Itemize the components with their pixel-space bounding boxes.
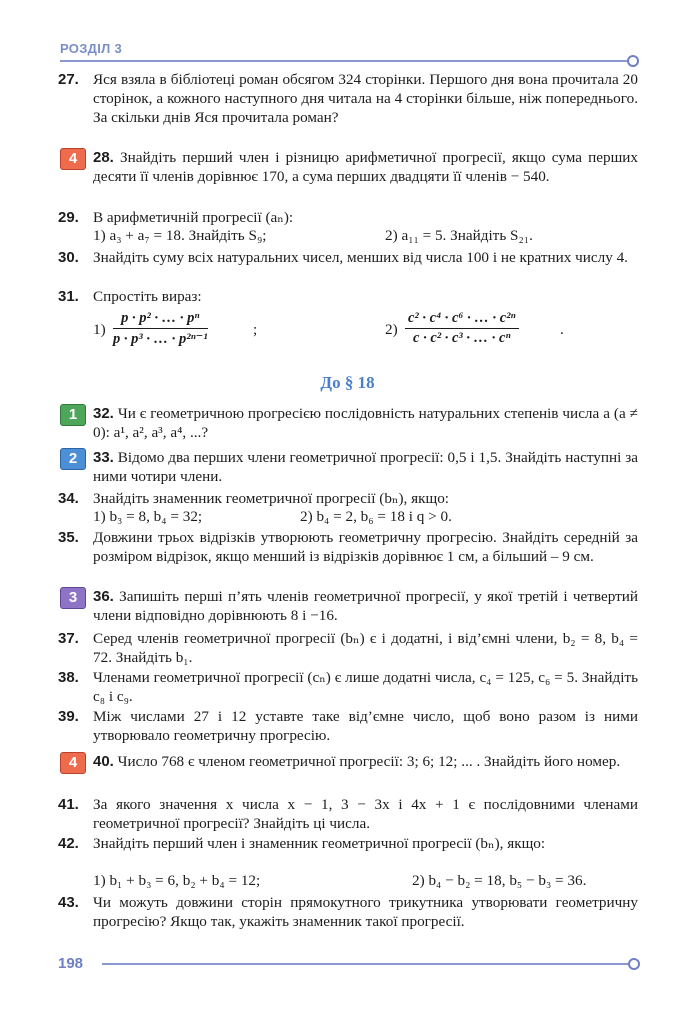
problem-number: 27. xyxy=(58,71,79,88)
problem-31-part-2-tail: . xyxy=(560,321,564,338)
problem-34-part-2: 2) b₄ = 2, b₆ = 18 і q > 0. xyxy=(300,508,452,525)
problem-29-text: В арифметичній прогресії (aₙ): xyxy=(93,209,294,226)
problem-number: 41. xyxy=(58,796,79,813)
fraction-2-numerator: c² · c⁴ · c⁶ · … · c²ⁿ xyxy=(405,310,519,329)
problem-27-text: Яся взяла в бібліотеці роман обсягом 324 сторінки. Першого дня вона прочитала 20 сторінок, а кожного наступного дня читала на 4 сторінки більше, ніж попереднього. За скільки днів Яся прочитала роман? xyxy=(93,71,638,126)
problem-number: 37. xyxy=(58,630,79,647)
problem-31-part-2-label: 2) xyxy=(385,321,398,338)
difficulty-4-icon: 4 xyxy=(60,148,86,170)
difficulty-4-icon: 4 xyxy=(60,752,86,774)
fraction-1 xyxy=(113,310,208,348)
problem-38-text: Членами геометричної прогресії (cₙ) є лише додатні числа, c₄ = 125, c₆ = 5. Знайдіть c₈ і c₉. xyxy=(93,669,638,705)
problem-40-text: Число 768 є членом геометричної прогресії: 3; 6; 12; ... . Знайдіть його номер. xyxy=(117,753,621,770)
header-rule xyxy=(60,60,628,62)
problem-29-part-2: 2) a₁₁ = 5. Знайдіть S₂₁. xyxy=(385,227,533,244)
problem-41-text: За якого значення x числа x − 1, 3 − 3x і 4x + 1 є послідовними членами геометричної прогресії? Знайдіть ці числа. xyxy=(93,796,638,832)
difficulty-3-icon: 3 xyxy=(60,587,86,609)
section-title: До § 18 xyxy=(320,373,375,392)
problem-number: 28. xyxy=(93,149,114,166)
problem-28-text: Знайдіть перший член і різницю арифметичної прогресії, якщо сума перших десяти її членів дорівнює 170, а сума перших двадцяти її членів − 540. xyxy=(93,149,638,185)
problem-32-text: Чи є геометричною прогресією послідовність натуральних степенів числа a (a ≠ 0): a¹, a², a³, a⁴, ...? xyxy=(93,405,638,441)
footer-rule xyxy=(102,963,629,965)
problem-34-part-1: 1) b₃ = 8, b₄ = 32; xyxy=(93,508,203,525)
problem-number: 40. xyxy=(93,753,114,770)
problem-42-part-2: 2) b₄ − b₂ = 18, b₅ − b₃ = 36. xyxy=(412,872,587,889)
problem-28 xyxy=(93,148,638,186)
problem-31-part-1-label: 1) xyxy=(93,321,106,338)
problem-number: 30. xyxy=(58,249,79,266)
problem-number: 33. xyxy=(93,449,114,466)
page-number: 198 xyxy=(58,955,84,972)
difficulty-1-icon: 1 xyxy=(60,404,86,426)
problem-number: 32. xyxy=(93,405,114,422)
footer-rule-end-icon xyxy=(628,958,640,970)
problem-29-part-1: 1) a₃ + a₇ = 18. Знайдіть S₉; xyxy=(93,227,267,244)
problem-32 xyxy=(93,404,638,442)
problem-31-text: Спростіть вираз: xyxy=(93,288,202,305)
section-label: РОЗДІЛ 3 xyxy=(60,41,122,56)
problem-33 xyxy=(93,448,638,486)
difficulty-2-icon: 2 xyxy=(60,448,86,470)
problem-39-text: Між числами 27 і 12 уставте таке від’ємне число, щоб воно разом із ними утворювало геометричну прогресію. xyxy=(93,708,638,744)
problem-number: 29. xyxy=(58,209,79,226)
problem-number: 31. xyxy=(58,288,79,305)
fraction-2-denominator: c · c² · c³ · … · cⁿ xyxy=(413,330,511,346)
problem-36 xyxy=(93,587,638,625)
problem-number: 42. xyxy=(58,835,79,852)
fraction-1-numerator: p · p² · … · pⁿ xyxy=(113,310,208,329)
problem-40 xyxy=(93,752,638,771)
problem-42-text: Знайдіть перший член і знаменник геометричної прогресії (bₙ), якщо: xyxy=(93,835,546,852)
problem-number: 35. xyxy=(58,529,79,546)
problem-35-text: Довжини трьох відрізків утворюють геометричну прогресію. Знайдіть середній за розміром відрізок, якщо менший із відрізків дорівнює 1 см, а більший – 9 см. xyxy=(93,529,638,565)
header-rule-end-icon xyxy=(627,55,639,67)
problem-number: 39. xyxy=(58,708,79,725)
problem-number: 36. xyxy=(93,588,114,605)
problem-number: 34. xyxy=(58,490,79,507)
problem-number: 38. xyxy=(58,669,79,686)
fraction-2 xyxy=(405,310,519,347)
problem-33-text: Відомо два перших члени геометричної прогресії: 0,5 і 1,5. Знайдіть наступні за ними чотири члени. xyxy=(93,449,638,485)
problem-42-part-1: 1) b₁ + b₃ = 6, b₂ + b₄ = 12; xyxy=(93,872,261,889)
fraction-1-denominator: p · p³ · … · p²ⁿ⁻¹ xyxy=(113,331,208,347)
problem-31-part-1-tail: ; xyxy=(253,321,258,338)
problem-43-text: Чи можуть довжини сторін прямокутного трикутника утворювати геометричну прогресію? Якщо так, укажіть знаменник такої прогресії. xyxy=(93,894,638,930)
problem-34-text: Знайдіть знаменник геометричної прогресії (bₙ), якщо: xyxy=(93,490,450,507)
problem-number: 43. xyxy=(58,894,79,911)
problem-36-text: Запишіть перші п’ять членів геометричної прогресії, у якої третій і четвертий члени відповідно дорівнюють 8 і −16. xyxy=(93,588,638,624)
problem-37-text: Серед членів геометричної прогресії (bₙ) є і додатні, і від’ємні члени, b₂ = 8, b₄ = 72. Знайдіть b₁. xyxy=(93,630,638,666)
problem-30-text: Знайдіть суму всіх натуральних чисел, менших від числа 100 і не кратних числу 4. xyxy=(93,249,628,266)
